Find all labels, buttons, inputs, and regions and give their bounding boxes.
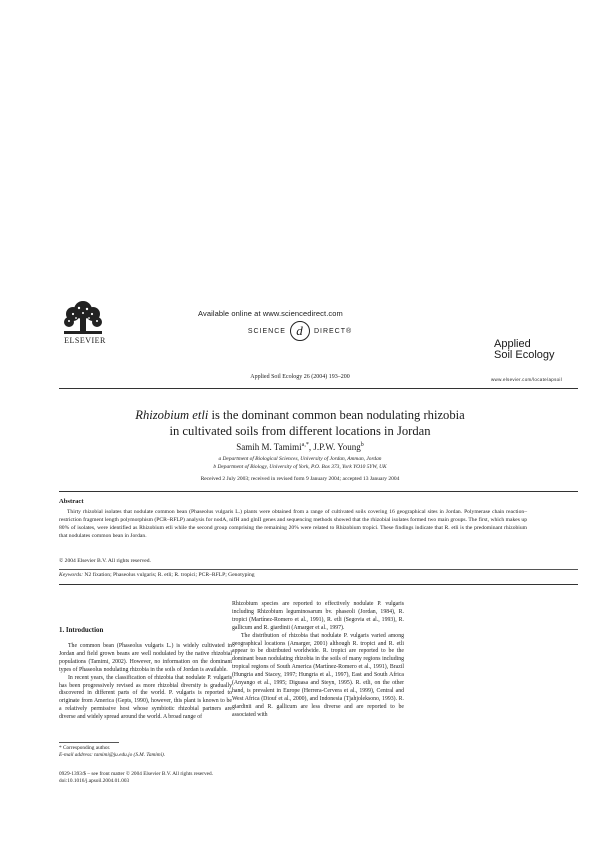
intro-paragraph-1: The common bean (Phaseolus vulgaris L.) is widely cultivated in Jordan and field grown beans are well nodulated by the native rhizobial populations (Tamimi, 2002). However, no information on the dominant types of Phaseolus nodulating rhizobia in the soils of Jordan is available.	[59, 643, 232, 673]
sd-left-text: SCIENCE	[247, 327, 286, 335]
available-online-text: Available online at www.sciencedirect.com	[198, 309, 343, 318]
intro-paragraph-2: In recent years, the classification of rhizobia that nodulate P. vulgaris has been progressively revised as more rhizobial diversity is gradually discovered in different parts of the world. P. vulgaris is reported to originate from America (Gepts, 1990), however, this plant is known to be a relatively permissive host whose symbiotic rhizobial partners are diverse and widely spread around the world. A broad range of	[59, 674, 232, 721]
keywords-text: N2 fixation; Phaseolus vulgaris; R. etli; R. tropici; PCR–RFLP; Genotyping	[83, 572, 255, 578]
intro-right-paragraph-1: Rhizobium species are reported to effectively nodulate P. vulgaris including Rhizobium leguminosarum bv. phaseoli (Jordan, 1984), R. tropici (Martínez-Romero et al., 1991), R. etli (Segovia et al., 1993), R. gallicum and R. giardinii (Amarger et al., 1997).	[232, 601, 404, 631]
author-2: J.P.W. Young	[313, 442, 361, 452]
title-line1: is the dominant common bean nodulating rhizobia	[208, 408, 465, 422]
abstract-body	[59, 508, 527, 540]
sd-right-text: DIRECT®	[313, 327, 353, 335]
journal-url: www.elsevier.com/locate/apsoil	[491, 377, 563, 382]
journal-name-line2: Soil Ecology	[494, 349, 555, 361]
corresponding-author-note: * Corresponding author.	[59, 745, 111, 751]
doi-line: doi:10.1016/j.apsoil.2004.01.003	[59, 778, 130, 784]
section-heading-introduction: 1. Introduction	[59, 627, 104, 634]
affiliation-b: b Department of Biology, University of York, P.O. Box 373, York YO10 5YW, UK	[213, 464, 387, 470]
intro-right-paragraph-2: The distribution of rhizobia that nodulate P. vulgaris varied among geographical locations (Amarger, 2001) although R. tropici and R. etli appear to be distributed worldwide. R. tropici are reported to be the dominant bean nodulating rhizobia in the soils of many regions including tropical regions of South America (Martínez-Romero et al., 1991), Brazil (Hungria and Stacey, 1997; Hungria et al., 1997), East and South Africa (Anyango et al., 1995; Diguasa and Steyn, 1995). R. etli, on the other hand, is prevalent in Europe (Herrera-Cervera et al., 1999), Central and West Africa (Diouf et al., 2000), and Indonesia (Tjahjoleksono, 1993). R. giardinii and R. gallicum are less diverse and are reported to be associated with	[232, 632, 404, 718]
right-column	[232, 601, 404, 720]
sciencedirect-logo	[218, 321, 382, 341]
elsevier-tree-icon	[61, 300, 105, 336]
abstract-top-divider	[59, 491, 578, 492]
author-list	[150, 442, 450, 452]
issn-line: 0929-1393/$ – see front matter © 2004 Elsevier B.V. All rights reserved.	[59, 771, 213, 777]
received-dates: Received 2 July 2003; received in revised form 9 January 2004; accepted 13 January 2004	[200, 476, 400, 482]
email-note: E-mail address: tamimi@ju.edu.jo (S.M. Tamimi).	[59, 752, 166, 758]
keywords-label: Keywords:	[59, 572, 84, 578]
author-2-sup: b	[360, 442, 364, 448]
article-title	[80, 407, 520, 439]
publisher-name: ELSEVIER	[64, 336, 106, 345]
left-column	[59, 643, 232, 722]
abstract-copyright: © 2004 Elsevier B.V. All rights reserved.	[59, 558, 151, 564]
header-divider	[59, 388, 578, 389]
keywords-divider	[59, 569, 578, 570]
keywords-bottom-divider	[59, 584, 578, 585]
title-line2: in cultivated soils from different locations in Jordan	[169, 424, 431, 438]
affiliation-a: a Department of Biological Sciences, University of Jordan, Amman, Jordan	[218, 456, 382, 462]
journal-name-line1: Applied	[494, 338, 531, 350]
author-separator: ,	[308, 442, 314, 452]
author-1-sup: a,*	[301, 442, 309, 448]
keywords	[59, 572, 255, 578]
author-1: Samih M. Tamimi	[236, 442, 302, 452]
sd-at-icon: d	[290, 321, 310, 341]
footnote-divider	[59, 742, 119, 743]
abstract-text: Thirty rhizobial isolates that nodulate common bean (Phaseolus vulgaris L.) plants were obtained from a range of cultivated soils covering 16 geographical sites in Jordan. Polymerase chain reaction–restriction fragment length polymorphism (PCR–RFLP) analysis for nodA, nifH and glnII genes and sequencing methods showed that the rhizobial isolates formed two main groups. The first, which makes up 80% of isolates, were identified as Rhizobium etli while the second group comprising the remaining 20% were related to Rhizobium tropici. These findings indicate that R. etli is the predominant rhizobium that nodulates common bean in Jordan.	[59, 509, 527, 540]
abstract-heading: Abstract	[59, 498, 84, 505]
journal-reference: Applied Soil Ecology 26 (2004) 193–200	[250, 374, 350, 380]
title-italic: Rhizobium etli	[135, 408, 209, 422]
journal-name	[494, 339, 574, 361]
